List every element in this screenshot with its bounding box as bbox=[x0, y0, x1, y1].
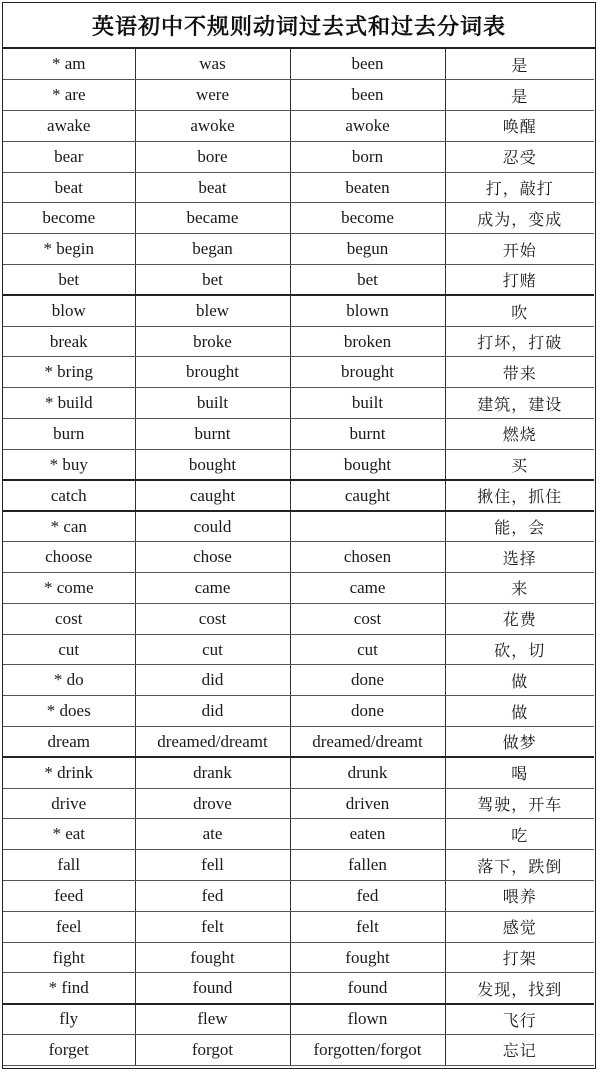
verb-meaning: 建筑，建设 bbox=[445, 388, 594, 419]
verb-base-form: fly bbox=[3, 1004, 135, 1035]
verb-past-tense: fell bbox=[135, 850, 290, 881]
verb-base-form: * eat bbox=[3, 819, 135, 850]
verb-meaning: 能，会 bbox=[445, 511, 594, 542]
verb-base-form: burn bbox=[3, 419, 135, 450]
verb-base-form: forget bbox=[3, 1035, 135, 1066]
table-row bbox=[3, 788, 594, 819]
verb-meaning: 忘记 bbox=[445, 1035, 594, 1066]
table-row bbox=[3, 973, 594, 1004]
table-row bbox=[3, 80, 594, 111]
verb-past-tense: dreamed/dreamt bbox=[135, 727, 290, 758]
verb-meaning: 来 bbox=[445, 573, 594, 604]
verb-meaning: 花费 bbox=[445, 603, 594, 634]
verb-base-form: cost bbox=[3, 603, 135, 634]
table-row bbox=[3, 665, 594, 696]
verb-meaning: 落下，跌倒 bbox=[445, 850, 594, 881]
verb-base-form: * build bbox=[3, 388, 135, 419]
table-row bbox=[3, 881, 594, 912]
verb-past-participle: brought bbox=[290, 357, 445, 388]
verb-past-participle: bought bbox=[290, 449, 445, 480]
verb-past-tense: did bbox=[135, 696, 290, 727]
verb-meaning: 喂养 bbox=[445, 881, 594, 912]
verb-past-participle: drunk bbox=[290, 757, 445, 788]
table-row bbox=[3, 819, 594, 850]
table-row bbox=[3, 203, 594, 234]
verb-past-tense: ate bbox=[135, 819, 290, 850]
verb-past-tense: began bbox=[135, 234, 290, 265]
verb-past-tense: bore bbox=[135, 141, 290, 172]
verb-past-tense: brought bbox=[135, 357, 290, 388]
verb-meaning: 打架 bbox=[445, 942, 594, 973]
verb-meaning: 做梦 bbox=[445, 727, 594, 758]
verb-base-form: fight bbox=[3, 942, 135, 973]
verb-base-form: * does bbox=[3, 696, 135, 727]
table-row bbox=[3, 295, 594, 326]
verb-meaning: 带来 bbox=[445, 357, 594, 388]
verb-past-tense: were bbox=[135, 80, 290, 111]
table-row bbox=[3, 141, 594, 172]
table-row bbox=[3, 419, 594, 450]
verb-past-tense: flew bbox=[135, 1004, 290, 1035]
verb-past-participle: done bbox=[290, 696, 445, 727]
verb-past-tense: blew bbox=[135, 295, 290, 326]
table-row bbox=[3, 480, 594, 511]
verb-past-tense: fought bbox=[135, 942, 290, 973]
verb-meaning: 打，敲打 bbox=[445, 172, 594, 203]
verb-meaning: 飞行 bbox=[445, 1004, 594, 1035]
verb-past-participle: been bbox=[290, 49, 445, 80]
irregular-verb-table bbox=[3, 49, 594, 1066]
verb-past-participle: caught bbox=[290, 480, 445, 511]
verb-past-participle: blown bbox=[290, 295, 445, 326]
verb-past-participle: done bbox=[290, 665, 445, 696]
table-row bbox=[3, 49, 594, 80]
verb-meaning: 选择 bbox=[445, 542, 594, 573]
verb-past-participle: cost bbox=[290, 603, 445, 634]
verb-meaning: 做 bbox=[445, 665, 594, 696]
table-row bbox=[3, 696, 594, 727]
verb-table-body bbox=[3, 49, 594, 1065]
verb-base-form: dream bbox=[3, 727, 135, 758]
table-row bbox=[3, 326, 594, 357]
verb-past-participle: forgotten/forgot bbox=[290, 1035, 445, 1066]
verb-past-tense: came bbox=[135, 573, 290, 604]
table-row bbox=[3, 234, 594, 265]
verb-past-participle: came bbox=[290, 573, 445, 604]
verb-base-form: blow bbox=[3, 295, 135, 326]
verb-base-form: * drink bbox=[3, 757, 135, 788]
verb-meaning: 开始 bbox=[445, 234, 594, 265]
verb-past-participle: found bbox=[290, 973, 445, 1004]
verb-base-form: * are bbox=[3, 80, 135, 111]
verb-base-form: * bring bbox=[3, 357, 135, 388]
table-row bbox=[3, 727, 594, 758]
verb-past-participle: felt bbox=[290, 911, 445, 942]
verb-past-tense: forgot bbox=[135, 1035, 290, 1066]
verb-past-tense: cost bbox=[135, 603, 290, 634]
verb-past-participle: fed bbox=[290, 881, 445, 912]
verb-base-form: awake bbox=[3, 111, 135, 142]
verb-past-participle: driven bbox=[290, 788, 445, 819]
verb-base-form: beat bbox=[3, 172, 135, 203]
table-row bbox=[3, 911, 594, 942]
verb-past-tense: did bbox=[135, 665, 290, 696]
verb-meaning: 成为，变成 bbox=[445, 203, 594, 234]
verb-past-participle: bet bbox=[290, 265, 445, 296]
verb-base-form: * find bbox=[3, 973, 135, 1004]
verb-meaning: 燃烧 bbox=[445, 419, 594, 450]
verb-past-tense: burnt bbox=[135, 419, 290, 450]
verb-base-form: feed bbox=[3, 881, 135, 912]
table-row bbox=[3, 449, 594, 480]
verb-past-participle: born bbox=[290, 141, 445, 172]
table-row bbox=[3, 603, 594, 634]
verb-base-form: feel bbox=[3, 911, 135, 942]
verb-past-tense: fed bbox=[135, 881, 290, 912]
verb-base-form: break bbox=[3, 326, 135, 357]
verb-past-participle: fought bbox=[290, 942, 445, 973]
verb-meaning: 感觉 bbox=[445, 911, 594, 942]
verb-base-form: * come bbox=[3, 573, 135, 604]
verb-base-form: choose bbox=[3, 542, 135, 573]
table-row bbox=[3, 757, 594, 788]
table-row bbox=[3, 388, 594, 419]
verb-past-tense: caught bbox=[135, 480, 290, 511]
verb-base-form: * do bbox=[3, 665, 135, 696]
table-row bbox=[3, 542, 594, 573]
verb-meaning: 打赌 bbox=[445, 265, 594, 296]
table-row bbox=[3, 172, 594, 203]
verb-meaning: 喝 bbox=[445, 757, 594, 788]
table-row bbox=[3, 573, 594, 604]
verb-past-tense: found bbox=[135, 973, 290, 1004]
verb-base-form: cut bbox=[3, 634, 135, 665]
verb-meaning: 忍受 bbox=[445, 141, 594, 172]
verb-base-form: fall bbox=[3, 850, 135, 881]
table-row bbox=[3, 1004, 594, 1035]
verb-meaning: 买 bbox=[445, 449, 594, 480]
verb-meaning: 打坏，打破 bbox=[445, 326, 594, 357]
verb-past-participle: built bbox=[290, 388, 445, 419]
verb-past-tense: was bbox=[135, 49, 290, 80]
verb-past-tense: broke bbox=[135, 326, 290, 357]
verb-base-form: * am bbox=[3, 49, 135, 80]
verb-past-participle: fallen bbox=[290, 850, 445, 881]
verb-past-participle: cut bbox=[290, 634, 445, 665]
verb-meaning: 唤醒 bbox=[445, 111, 594, 142]
table-row bbox=[3, 511, 594, 542]
verb-meaning: 是 bbox=[445, 80, 594, 111]
table-row bbox=[3, 357, 594, 388]
verb-base-form: become bbox=[3, 203, 135, 234]
verb-past-tense: bought bbox=[135, 449, 290, 480]
table-row bbox=[3, 111, 594, 142]
verb-past-participle: dreamed/dreamt bbox=[290, 727, 445, 758]
verb-meaning: 发现，找到 bbox=[445, 973, 594, 1004]
verb-past-tense: drove bbox=[135, 788, 290, 819]
verb-past-tense: beat bbox=[135, 172, 290, 203]
verb-past-participle: eaten bbox=[290, 819, 445, 850]
verb-base-form: catch bbox=[3, 480, 135, 511]
verb-past-participle: flown bbox=[290, 1004, 445, 1035]
verb-past-participle bbox=[290, 511, 445, 542]
verb-past-tense: cut bbox=[135, 634, 290, 665]
verb-past-tense: felt bbox=[135, 911, 290, 942]
table-row bbox=[3, 265, 594, 296]
verb-past-participle: chosen bbox=[290, 542, 445, 573]
verb-past-participle: become bbox=[290, 203, 445, 234]
table-row bbox=[3, 634, 594, 665]
page-title: 英语初中不规则动词过去式和过去分词表 bbox=[3, 3, 595, 49]
verb-meaning: 吹 bbox=[445, 295, 594, 326]
verb-past-tense: drank bbox=[135, 757, 290, 788]
table-row bbox=[3, 942, 594, 973]
verb-past-participle: burnt bbox=[290, 419, 445, 450]
verb-base-form: bet bbox=[3, 265, 135, 296]
verb-table-document bbox=[2, 2, 596, 1069]
verb-past-tense: awoke bbox=[135, 111, 290, 142]
verb-past-tense: chose bbox=[135, 542, 290, 573]
verb-past-participle: broken bbox=[290, 326, 445, 357]
verb-meaning: 驾驶，开车 bbox=[445, 788, 594, 819]
table-row bbox=[3, 1035, 594, 1066]
verb-past-participle: beaten bbox=[290, 172, 445, 203]
verb-past-participle: begun bbox=[290, 234, 445, 265]
verb-past-tense: bet bbox=[135, 265, 290, 296]
verb-base-form: drive bbox=[3, 788, 135, 819]
verb-meaning: 砍，切 bbox=[445, 634, 594, 665]
verb-meaning: 吃 bbox=[445, 819, 594, 850]
verb-past-tense: could bbox=[135, 511, 290, 542]
verb-base-form: * can bbox=[3, 511, 135, 542]
verb-meaning: 做 bbox=[445, 696, 594, 727]
verb-past-participle: awoke bbox=[290, 111, 445, 142]
verb-base-form: * begin bbox=[3, 234, 135, 265]
verb-base-form: bear bbox=[3, 141, 135, 172]
verb-past-tense: built bbox=[135, 388, 290, 419]
verb-past-tense: became bbox=[135, 203, 290, 234]
table-row bbox=[3, 850, 594, 881]
verb-past-participle: been bbox=[290, 80, 445, 111]
verb-meaning: 揪住，抓住 bbox=[445, 480, 594, 511]
verb-base-form: * buy bbox=[3, 449, 135, 480]
verb-meaning: 是 bbox=[445, 49, 594, 80]
